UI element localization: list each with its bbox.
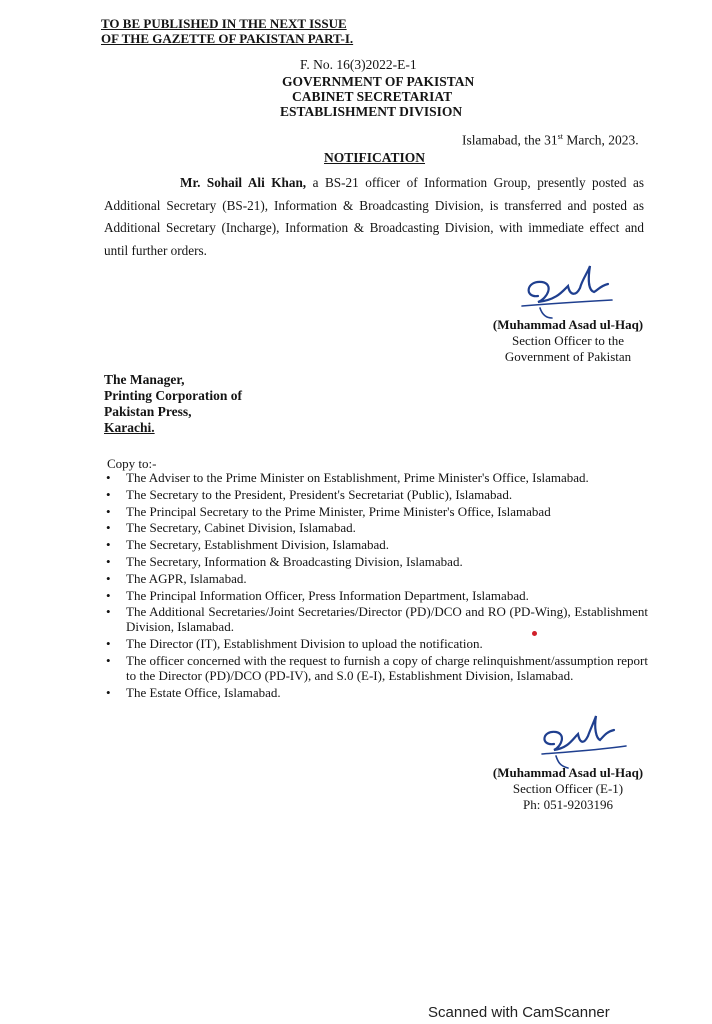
bullet-icon: •	[106, 537, 111, 553]
notification-body	[104, 172, 644, 262]
copy-to-list	[104, 470, 648, 702]
copy-to-item	[104, 470, 648, 485]
copy-to-item	[104, 504, 648, 519]
gazette-header	[101, 16, 353, 46]
addressee-line-2: Printing Corporation of	[104, 388, 242, 403]
file-number: F. No. 16(3)2022-E-1	[300, 57, 417, 72]
officer-name: Mr. Sohail Ali Khan,	[180, 175, 307, 190]
issue-date: Islamabad, the 31st March, 2023.	[462, 132, 639, 148]
copy-to-item-text: The Additional Secretaries/Joint Secretaries/Director (PD)/DCO and RO (PD-Wing), Establishment Division, Islamabad.	[126, 604, 648, 635]
gazette-header-line-2: OF THE GAZETTE OF PAKISTAN PART-I.	[101, 31, 354, 46]
notification-title: NOTIFICATION	[324, 150, 426, 165]
copy-to-item-text: The officer concerned with the request to furnish a copy of charge relinquishment/assumption report to the Director (PD)/DCO (PD-IV), and S.0 (E-I), Establishment Division, Islamabad.	[126, 652, 648, 683]
addressee-line-3: Pakistan Press,	[104, 404, 192, 419]
copy-to-item-text: The Director (IT), Establishment Division to upload the notification.	[126, 636, 483, 652]
copy-to-item-text: The Secretary, Establishment Division, Islamabad.	[126, 537, 390, 553]
copy-to-item-text: The Secretary to the President, President's Secretariat (Public), Islamabad.	[126, 486, 513, 502]
camscanner-watermark: Scanned with CamScanner	[428, 1004, 610, 1021]
org-line-1: GOVERNMENT OF PAKISTAN	[282, 74, 475, 89]
red-mark	[532, 631, 537, 636]
bullet-icon: •	[106, 636, 111, 652]
copy-to-item	[104, 537, 648, 552]
copy-to-item	[104, 653, 648, 683]
signature-1	[516, 262, 626, 322]
addressee-block	[104, 372, 242, 436]
org-line-2: CABINET SECRETARIAT	[292, 89, 453, 104]
copy-to-item	[104, 571, 648, 586]
bullet-icon: •	[106, 684, 111, 700]
org-line-3: ESTABLISHMENT DIVISION	[280, 104, 463, 119]
issuing-authority	[270, 74, 530, 119]
bullet-icon: •	[106, 570, 111, 586]
copy-to-item-text: The Secretary, Cabinet Division, Islamabad.	[126, 520, 356, 536]
bullet-icon: •	[106, 520, 111, 536]
copy-to-item	[104, 554, 648, 569]
bullet-icon: •	[106, 604, 111, 620]
copy-to-item	[104, 685, 648, 700]
copy-to-item-text: The Estate Office, Islamabad.	[126, 684, 281, 700]
bullet-icon: •	[106, 553, 111, 569]
signatory-designation-2: Section Officer (E-1)	[512, 781, 624, 796]
copy-to-item	[104, 636, 648, 651]
gazette-header-line-1: TO BE PUBLISHED IN THE NEXT ISSUE	[101, 16, 347, 31]
bullet-icon: •	[106, 503, 111, 519]
addressee-line-4: Karachi.	[104, 420, 155, 435]
bullet-icon: •	[106, 587, 111, 603]
signatory-name-1: (Muhammad Asad ul-Haq)	[492, 317, 644, 332]
copy-to-item	[104, 487, 648, 502]
signature-1-block	[478, 317, 658, 365]
bullet-icon: •	[106, 652, 111, 668]
copy-to-item-text: The Secretary, Information & Broadcasting Division, Islamabad.	[126, 553, 463, 569]
bullet-icon: •	[106, 486, 111, 502]
bullet-icon: •	[106, 470, 111, 485]
copy-to-item	[104, 604, 648, 634]
copy-to-label: Copy to:-	[107, 456, 157, 471]
signatory-org-1: Government of Pakistan	[504, 349, 632, 364]
signatory-designation-1: Section Officer to the	[511, 333, 625, 348]
signature-2-block	[478, 765, 658, 813]
copy-to-item	[104, 588, 648, 603]
copy-to-item-text: The Principal Information Officer, Press Information Department, Islamabad.	[126, 587, 529, 603]
copy-to-item	[104, 520, 648, 535]
copy-to-item-text: The AGPR, Islamabad.	[126, 570, 247, 586]
copy-to-item-text: The Adviser to the Prime Minister on Establishment, Prime Minister's Office, Islamabad.	[126, 470, 589, 485]
addressee-line-1: The Manager,	[104, 372, 185, 387]
copy-to-item-text: The Principal Secretary to the Prime Minister, Prime Minister's Office, Islamabad	[126, 503, 551, 519]
body-text: a BS-21 officer of Information Group, presently posted as Additional Secretary (BS-21), Information & Broadcasting Division, is transferred and posted as Additional Secretary (Incharge), Information & Broadcasting Division, with immediate effect and until further orders.	[104, 175, 645, 258]
signatory-name-2: (Muhammad Asad ul-Haq)	[492, 765, 644, 780]
signatory-phone-2: Ph: 051-9203196	[523, 797, 613, 812]
